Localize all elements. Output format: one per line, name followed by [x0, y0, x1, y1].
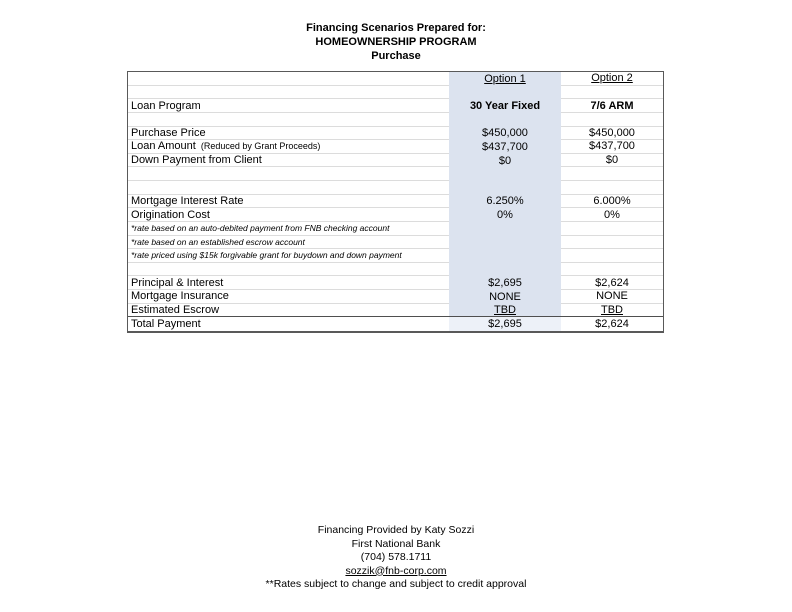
option1-value: Option 1: [484, 72, 526, 85]
row-label-note: (Reduced by Grant Proceeds): [200, 141, 321, 152]
row-label: [128, 154, 449, 168]
option1-value: TBD: [494, 303, 516, 316]
option2-value: $2,624: [595, 318, 629, 331]
table-row: [128, 195, 663, 209]
option2-value: $437,700: [589, 140, 635, 153]
option2-cell: [561, 113, 663, 127]
row-label: [128, 195, 449, 209]
table-row: [128, 304, 663, 318]
footer-phone: (704) 578.1711: [360, 551, 432, 563]
option1-value: $2,695: [488, 318, 522, 331]
option2-cell: [561, 72, 663, 86]
option2-cell: [561, 290, 663, 304]
option1-cell: [449, 208, 561, 222]
option2-value: $2,624: [595, 276, 629, 289]
title-line-prepared-for: Financing Scenarios Prepared for:: [306, 22, 486, 34]
table-row: [128, 127, 663, 141]
option2-value: $0: [605, 154, 619, 167]
row-label: [128, 181, 449, 195]
row-label-text: Down Payment from Client: [131, 154, 262, 167]
table-row: [128, 167, 663, 181]
footer-email-line: [0, 565, 792, 579]
option2-value: 6.000%: [593, 194, 631, 207]
option2-value: 7/6 ARM: [590, 99, 634, 112]
row-label: [128, 249, 449, 263]
option1-cell: [449, 167, 561, 181]
option1-cell: [449, 249, 561, 263]
table-row: [128, 140, 663, 154]
table-row: [128, 236, 663, 250]
option1-cell: [449, 86, 561, 100]
option2-cell: [561, 195, 663, 209]
row-label-text: *rate based on an auto-debited payment from FNB checking account: [131, 223, 390, 234]
page-title: [0, 21, 792, 63]
option2-value: TBD: [601, 303, 623, 316]
footer: [0, 524, 792, 592]
option1-value: $437,700: [482, 140, 528, 153]
row-label: [128, 99, 449, 113]
title-line-purchase: Purchase: [371, 50, 421, 62]
row-label-text: Loan Program: [131, 99, 201, 112]
option1-value: $450,000: [482, 127, 528, 140]
option2-cell: [561, 208, 663, 222]
option1-cell: [449, 140, 561, 154]
option2-cell: [561, 222, 663, 236]
table-row: [128, 249, 663, 263]
row-label: [128, 263, 449, 277]
row-label-text: Origination Cost: [131, 208, 210, 221]
row-label: [128, 127, 449, 141]
row-label: [128, 113, 449, 127]
option2-cell: [561, 86, 663, 100]
option1-cell: [449, 236, 561, 250]
row-label-text: Mortgage Interest Rate: [131, 194, 244, 207]
row-label-text: Purchase Price: [131, 126, 206, 139]
option2-cell: [561, 154, 663, 168]
option2-cell: [561, 263, 663, 277]
option1-cell: [449, 72, 561, 86]
row-label: [128, 72, 449, 86]
option2-value: NONE: [596, 290, 628, 303]
option2-cell: [561, 317, 663, 331]
option2-cell: [561, 181, 663, 195]
option1-cell: [449, 195, 561, 209]
table-row: [128, 290, 663, 304]
option2-cell: [561, 249, 663, 263]
row-label-text: *rate based on an established escrow account: [131, 236, 305, 247]
row-label: [128, 222, 449, 236]
title-line-program: HOMEOWNERSHIP PROGRAM: [315, 36, 477, 48]
option2-value: Option 2: [591, 72, 633, 85]
option2-cell: [561, 99, 663, 113]
table-row: [128, 317, 663, 331]
option2-cell: [561, 127, 663, 141]
option2-value: $450,000: [589, 126, 635, 139]
footer-bank-name: First National Bank: [351, 537, 441, 550]
option1-value: 30 Year Fixed: [469, 100, 541, 113]
scenario-table: [127, 71, 664, 333]
row-label: [128, 86, 449, 100]
table-row: [128, 72, 663, 86]
option1-cell: [449, 99, 561, 113]
option2-cell: [561, 276, 663, 290]
table-row: [128, 86, 663, 100]
option2-cell: [561, 167, 663, 181]
option1-cell: [449, 290, 561, 304]
option2-cell: [561, 304, 663, 318]
row-label: [128, 290, 449, 304]
option1-cell: [449, 304, 561, 318]
option1-cell: [449, 263, 561, 277]
row-label-text: Estimated Escrow: [131, 303, 220, 316]
option1-cell: [449, 154, 561, 168]
footer-disclaimer: **Rates subject to change and subject to credit approval: [265, 578, 527, 590]
row-label-text: Total Payment: [131, 318, 201, 331]
table-row: [128, 99, 663, 113]
option2-cell: [561, 236, 663, 250]
row-label-text: Loan Amount: [131, 140, 196, 153]
option1-cell: [449, 181, 561, 195]
table-row: [128, 276, 663, 290]
row-label-text: *rate priced using $15k forgivable grant for buydown and down payment: [131, 250, 402, 261]
row-label: [128, 167, 449, 181]
row-label-text: Mortgage Insurance: [131, 290, 229, 303]
option1-value: NONE: [489, 290, 521, 303]
option1-cell: [449, 222, 561, 236]
row-label: [128, 276, 449, 290]
option1-value: $2,695: [488, 277, 522, 290]
row-label: [128, 208, 449, 222]
table-row: [128, 263, 663, 277]
row-label: [128, 304, 449, 318]
row-label: [128, 140, 449, 154]
table-row: [128, 222, 663, 236]
table-row: [128, 208, 663, 222]
option2-value: 0%: [604, 208, 620, 221]
row-label: [128, 236, 449, 250]
email-link[interactable]: sozzik@fnb-corp.com: [345, 564, 447, 577]
row-label-text: Principal & Interest: [131, 276, 224, 289]
option1-cell: [449, 317, 561, 331]
footer-provided-by: Financing Provided by Katy Sozzi: [317, 524, 475, 536]
option1-value: 0%: [497, 209, 513, 222]
option1-value: 6.250%: [486, 195, 524, 208]
option1-cell: [449, 113, 561, 127]
option1-cell: [449, 276, 561, 290]
table-row: [128, 154, 663, 168]
option2-cell: [561, 140, 663, 154]
row-label: [128, 317, 449, 331]
option1-cell: [449, 127, 561, 141]
table-row: [128, 113, 663, 127]
table-row: [128, 181, 663, 195]
option1-value: $0: [498, 154, 512, 167]
